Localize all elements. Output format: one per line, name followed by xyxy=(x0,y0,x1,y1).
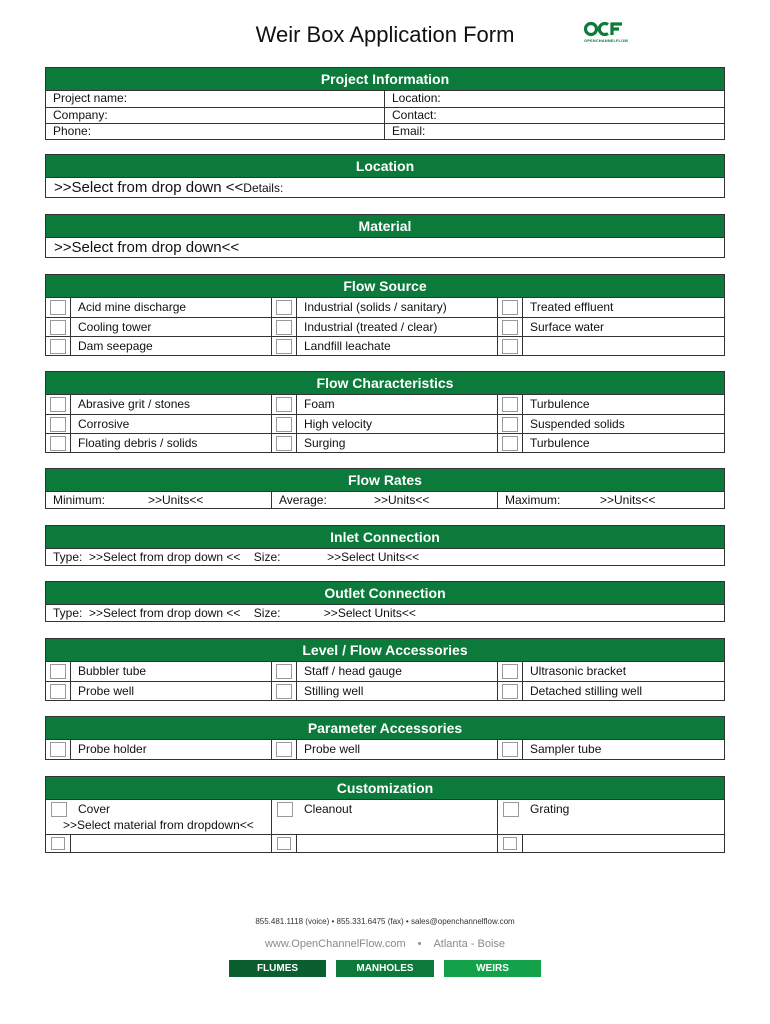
blank-cell xyxy=(46,835,272,852)
checkbox-row xyxy=(46,681,724,700)
option-label: Grating xyxy=(530,802,570,816)
checkbox[interactable] xyxy=(502,742,518,757)
option-cell xyxy=(272,337,498,355)
checkbox[interactable] xyxy=(50,300,66,315)
option-cell xyxy=(498,337,724,355)
section-heading: Location xyxy=(46,155,724,178)
checkbox[interactable] xyxy=(502,320,518,335)
checkbox[interactable] xyxy=(503,837,517,850)
project-name-field[interactable]: Project name: xyxy=(46,91,385,107)
option-cell xyxy=(272,800,498,834)
option-cell xyxy=(498,298,724,317)
checkbox[interactable] xyxy=(50,320,66,335)
option-label: Abrasive grit / stones xyxy=(78,397,191,411)
option-label: Landfill leachate xyxy=(304,339,391,353)
option-label xyxy=(523,337,724,355)
option-label: Stilling well xyxy=(304,684,364,698)
weirs-button[interactable]: WEIRS xyxy=(444,960,541,977)
outlet-connection-section xyxy=(45,581,725,622)
checkbox[interactable] xyxy=(277,802,293,817)
flow-rates-row xyxy=(46,492,724,508)
contact-field[interactable]: Contact: xyxy=(392,108,437,122)
option-label: Corrosive xyxy=(78,417,130,431)
checkbox-row xyxy=(46,317,724,336)
customization-section xyxy=(45,776,725,853)
option-label: Industrial (solids / sanitary) xyxy=(304,300,447,314)
checkbox[interactable] xyxy=(276,417,292,432)
checkbox[interactable] xyxy=(276,300,292,315)
option-cell xyxy=(46,434,272,452)
option-label: Floating debris / solids xyxy=(78,436,198,450)
checkbox[interactable] xyxy=(50,684,66,699)
option-label: Surging xyxy=(304,436,346,450)
option-cell xyxy=(272,682,498,700)
footer-web-line xyxy=(0,938,770,950)
footer-contact: 855.481.1118 (voice) • 855.331.6475 (fax) • sales@openchannelflow.com xyxy=(255,917,515,926)
option-label: Treated effluent xyxy=(530,300,614,314)
section-heading: Outlet Connection xyxy=(46,582,724,605)
checkbox-row xyxy=(46,298,724,317)
section-heading: Project Information xyxy=(46,68,724,91)
checkbox[interactable] xyxy=(276,684,292,699)
section-heading: Customization xyxy=(46,777,724,800)
section-heading: Flow Source xyxy=(46,275,724,298)
checkbox[interactable] xyxy=(502,417,518,432)
section-heading: Flow Characteristics xyxy=(46,372,724,395)
option-label: Acid mine discharge xyxy=(78,300,187,314)
checkbox[interactable] xyxy=(50,742,66,757)
option-cell xyxy=(46,298,272,317)
checkbox[interactable] xyxy=(277,837,291,850)
option-cell xyxy=(46,740,272,759)
checkbox[interactable] xyxy=(50,339,66,354)
checkbox[interactable] xyxy=(276,436,292,451)
option-cell xyxy=(498,682,724,700)
option-cell xyxy=(498,740,724,759)
email-field[interactable]: Email: xyxy=(392,124,426,138)
checkbox-row xyxy=(46,740,724,759)
option-label: Ultrasonic bracket xyxy=(530,664,627,678)
logo-text: OPENCHANNELFLOW xyxy=(584,38,629,43)
option-cell xyxy=(272,662,498,681)
section-heading: Parameter Accessories xyxy=(46,717,724,740)
option-cell xyxy=(498,662,724,681)
manholes-button[interactable]: MANHOLES xyxy=(336,960,434,977)
option-cell xyxy=(272,415,498,433)
option-label: Industrial (treated / clear) xyxy=(304,320,438,334)
minimum-label: Minimum: xyxy=(53,493,106,507)
checkbox-row xyxy=(46,433,724,452)
option-label: High velocity xyxy=(304,417,373,431)
outlet-connection-row[interactable]: Type: >>Select from drop down << Size: >>Select Units<< xyxy=(53,606,416,620)
minimum-units-dropdown[interactable]: >>Units<< xyxy=(148,493,204,507)
material-section xyxy=(45,214,725,258)
option-label: Cooling tower xyxy=(78,320,152,334)
checkbox[interactable] xyxy=(51,837,65,850)
option-cell xyxy=(272,298,498,317)
checkbox[interactable] xyxy=(276,664,292,679)
option-label: Cover xyxy=(78,802,111,816)
section-heading: Level / Flow Accessories xyxy=(46,639,724,662)
separator: • xyxy=(417,938,422,950)
form-row xyxy=(46,107,724,123)
flow-characteristics-section xyxy=(45,371,725,453)
flumes-button[interactable]: FLUMES xyxy=(229,960,326,977)
option-label: Probe holder xyxy=(78,742,147,756)
option-cell xyxy=(46,337,272,355)
material-dropdown[interactable]: >>Select from drop down<< xyxy=(54,239,240,256)
checkbox-row xyxy=(46,662,724,681)
project-information-section xyxy=(45,67,725,140)
checkbox[interactable] xyxy=(276,742,292,757)
checkbox[interactable] xyxy=(502,339,518,354)
material-dropdown[interactable]: >>Select material from dropdown<< xyxy=(63,818,254,832)
option-cell xyxy=(272,395,498,414)
option-cell xyxy=(498,434,724,452)
checkbox[interactable] xyxy=(51,802,67,817)
option-label: Surface water xyxy=(530,320,605,334)
option-cell xyxy=(272,434,498,452)
checkbox[interactable] xyxy=(276,397,292,412)
website-link[interactable]: www.OpenChannelFlow.com xyxy=(264,938,406,950)
option-cell xyxy=(46,800,272,834)
location-details-field[interactable]: Details: xyxy=(243,181,284,195)
customization-row xyxy=(46,800,724,834)
option-label: Bubbler tube xyxy=(78,664,147,678)
option-label: Turbulence xyxy=(530,436,590,450)
checkbox[interactable] xyxy=(276,339,292,354)
option-cell xyxy=(46,318,272,336)
section-heading: Flow Rates xyxy=(46,469,724,492)
option-label: Cleanout xyxy=(304,802,353,816)
maximum-units-dropdown[interactable]: >>Units<< xyxy=(600,493,656,507)
checkbox[interactable] xyxy=(276,320,292,335)
checkbox-row xyxy=(46,336,724,355)
flow-rates-section xyxy=(45,468,725,509)
section-heading: Inlet Connection xyxy=(46,526,724,549)
option-cell xyxy=(272,740,498,759)
location-section xyxy=(45,154,725,198)
option-cell xyxy=(498,800,724,834)
blank-cell xyxy=(272,835,498,852)
blank-row xyxy=(46,834,724,852)
checkbox[interactable] xyxy=(50,417,66,432)
option-label: Foam xyxy=(304,397,335,411)
option-label: Turbulence xyxy=(530,397,590,411)
option-label: Staff / head gauge xyxy=(304,664,402,678)
option-cell xyxy=(498,395,724,414)
form-row xyxy=(46,123,724,139)
level-flow-accessories-section xyxy=(45,638,725,701)
checkbox[interactable] xyxy=(50,436,66,451)
checkbox[interactable] xyxy=(502,436,518,451)
option-label: Detached stilling well xyxy=(530,684,643,698)
checkbox[interactable] xyxy=(502,664,518,679)
location-row xyxy=(46,178,724,197)
checkbox[interactable] xyxy=(502,300,518,315)
checkbox-row xyxy=(46,395,724,414)
option-label: Probe well xyxy=(304,742,361,756)
checkbox[interactable] xyxy=(50,664,66,679)
option-label: Dam seepage xyxy=(78,339,153,353)
blank-cell xyxy=(498,835,724,852)
average-label: Average: xyxy=(279,493,327,507)
inlet-connection-section xyxy=(45,525,725,566)
location-field[interactable]: Location: xyxy=(392,91,441,105)
option-cell xyxy=(46,415,272,433)
location-dropdown[interactable]: >>Select from drop down << xyxy=(54,179,244,196)
parameter-accessories-section xyxy=(45,716,725,760)
option-label: Probe well xyxy=(78,684,135,698)
locations: Atlanta - Boise xyxy=(433,938,506,950)
checkbox[interactable] xyxy=(50,397,66,412)
form-row xyxy=(46,91,724,107)
average-units-dropdown[interactable]: >>Units<< xyxy=(374,493,430,507)
option-cell xyxy=(272,318,498,336)
option-cell xyxy=(46,682,272,700)
phone-field[interactable]: Phone: xyxy=(46,124,385,139)
flow-source-section xyxy=(45,274,725,356)
option-label: Sampler tube xyxy=(530,742,602,756)
maximum-label: Maximum: xyxy=(505,493,561,507)
checkbox-row xyxy=(46,414,724,433)
checkbox[interactable] xyxy=(502,684,518,699)
section-heading: Material xyxy=(46,215,724,238)
option-cell xyxy=(498,318,724,336)
company-field[interactable]: Company: xyxy=(46,108,385,123)
checkbox[interactable] xyxy=(502,397,518,412)
checkbox[interactable] xyxy=(503,802,519,817)
option-cell xyxy=(46,662,272,681)
inlet-connection-row[interactable]: Type: >>Select from drop down << Size: >>Select Units<< xyxy=(53,550,420,564)
page-title: Weir Box Application Form xyxy=(255,22,515,47)
option-label: Suspended solids xyxy=(530,417,625,431)
option-cell xyxy=(46,395,272,414)
option-cell xyxy=(498,415,724,433)
